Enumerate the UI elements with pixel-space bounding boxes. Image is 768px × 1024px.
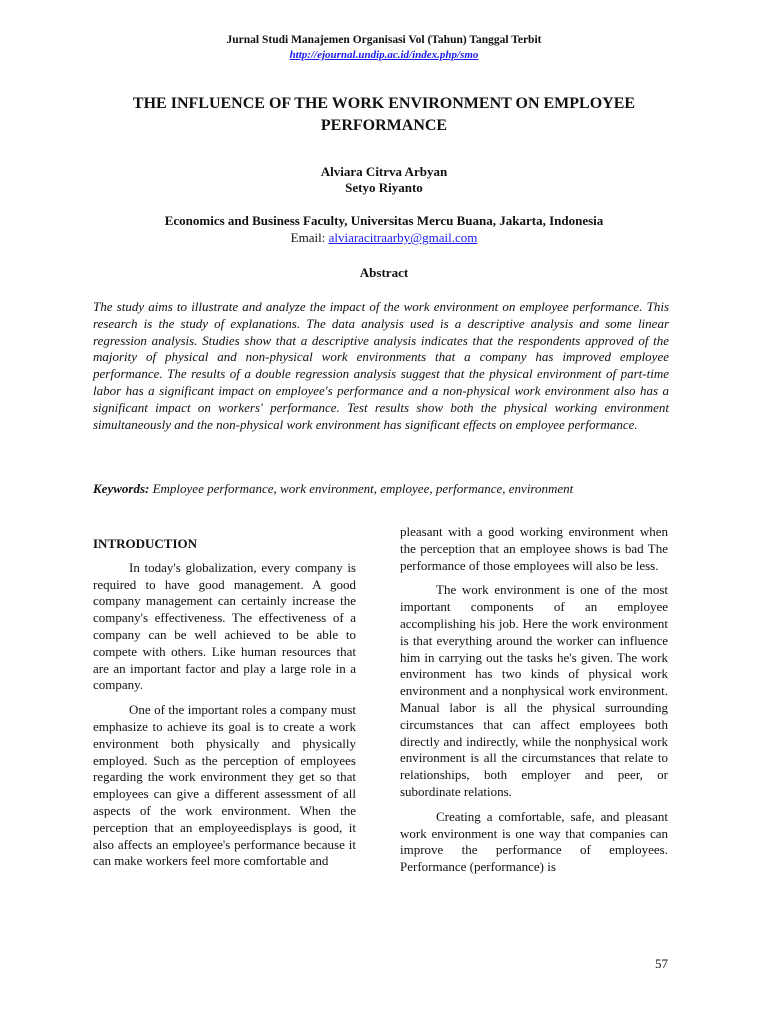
body-paragraph: Creating a comfortable, safe, and pleasant work environment is one way that companies can improve the performance of employees. Performance (performance) is [400,808,668,875]
journal-url-link[interactable]: http://ejournal.undip.ac.id/index.php/smo [289,49,479,61]
page-number: 57 [655,956,668,971]
author-name: Setyo Riyanto [345,180,423,195]
body-paragraph: In today's globalization, every company is required to have good management. A good company management can certainly increase the company's effectiveness. The effectiveness of a company can be well achieved to be able to compete with others. Like human resources that are an important factor and play a large role in a company. [93,559,356,693]
journal-name: Jurnal Studi Manajemen Organisasi Vol (Tahun) Tanggal Terbit [226,34,542,46]
affiliation: Economics and Business Faculty, Universitas Mercu Buana, Jakarta, Indonesia [164,213,604,228]
left-column [93,536,356,878]
email-link[interactable]: alviaracitraarby@gmail.com [328,230,478,245]
affiliation-block [0,212,768,246]
body-paragraph: One of the important roles a company must emphasize to achieve its goal is to create a work environment both physically and physically employed. Such as the perception of employees regarding the work environment they get so that employees can give a different assessment of all aspects of the work environment. When the perception that an employeedisplays is good, it also affects an employee's performance because it can make workers feel more comfortable and [93,702,356,869]
email-label: Email: [290,230,329,245]
author-name: Alviara Citrva Arbyan [320,164,448,179]
abstract-heading: Abstract [359,265,409,280]
journal-header [0,33,768,63]
abstract-text: The study aims to illustrate and analyze the impact of the work environment on employee performance. This research is the study of explanations. The data analysis used is a descriptive analysis and some linear regression analysis. Studies show that a descriptive analysis indicates that the respondents approved of the majority of physical and non-physical work environments that a company has improved employee performance. The results of a double regression analysis suggest that the physical environment of part-time labor has a significant impact on employee's performance and a non-physical work environment also has a significant impact on workers' performance. Test results show both the physical working environment simultaneously and the non-physical work environment has significant effects on employee performance. [93,299,669,432]
keywords-text: Employee performance, work environment, employee, performance, environment [149,481,574,496]
author-list [0,164,768,196]
paper-title: THE INFLUENCE OF THE WORK ENVIRONMENT ON EMPLOYEE PERFORMANCE [132,95,636,134]
keywords-label: Keywords: [93,481,150,496]
section-heading-introduction: INTRODUCTION [93,536,198,551]
body-paragraph: The work environment is one of the most important components of an employee accomplishing his job. Here the work environment is that everything around the worker can influence him in carrying out the tasks he's given. The work environment has two kinds of physical work environment and a nonphysical work environment. Manual labor is all the physical surrounding circumstances that can affect employees both directly and indirectly, while the nonphysical work environment is all the circumstances that relate to relationships, both employer and peer, or subordinate relations. [400,582,668,799]
right-column [400,524,668,884]
keywords-line [93,481,683,497]
body-paragraph: pleasant with a good working environment when the perception that an employee shows is bad The performance of those employees will also be less. [400,524,668,573]
